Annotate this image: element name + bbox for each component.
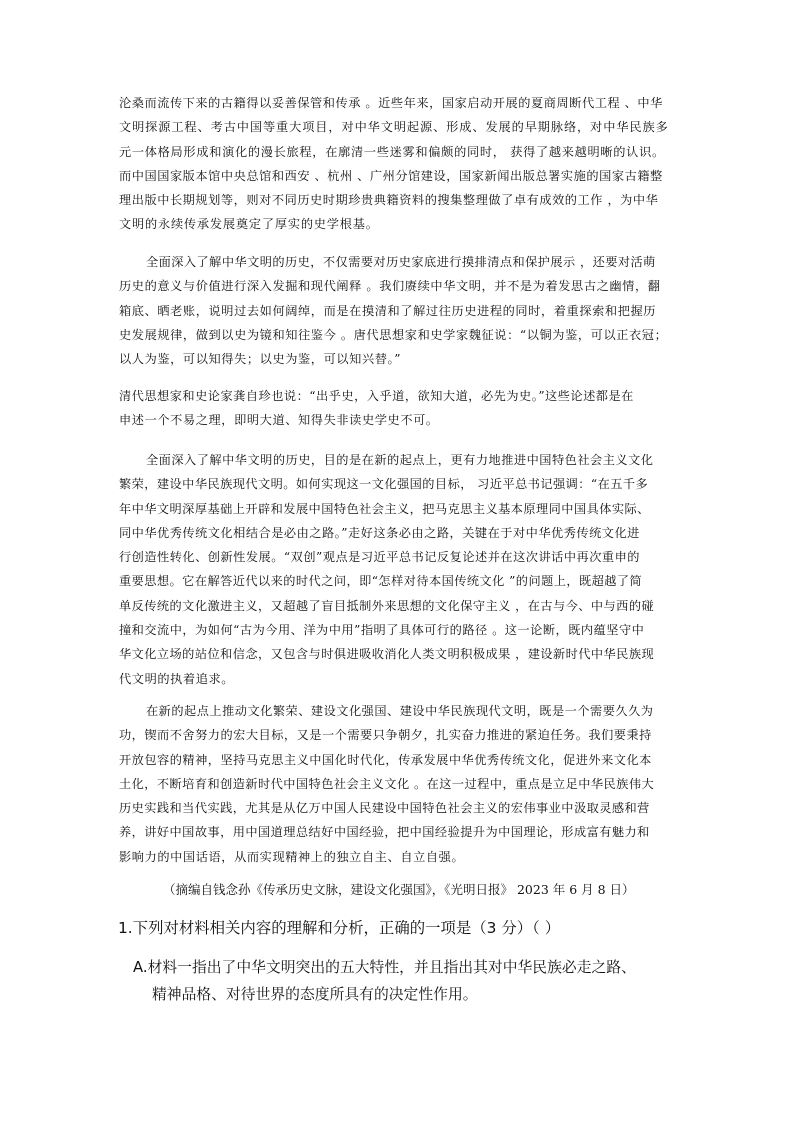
- text-line: 以人为鉴，可以知得失；以史为鉴，可以知兴替。”: [119, 352, 402, 367]
- text-line: 影响力的中国话语，从而实现精神上的独立自主、自立自强。: [119, 849, 465, 864]
- question-1-option-a[interactable]: [133, 954, 636, 1008]
- text-line: 在新的起点上推动文化繁荣、建设文化强国、建设中华民族现代文明，既是一个需要久久为: [146, 704, 654, 718]
- article-paragraph-4: [119, 448, 678, 691]
- text-line: 清代思想家和史论家龚自珍也说：“出乎史，入乎道，欲知大道，必先为史。”这些论述都是在: [119, 389, 634, 403]
- text-line: 年中华文明深厚基础上开辟和发展中国特色社会主义，把马克思主义基本原理同中国具体实际、: [119, 501, 650, 516]
- text-line: 历史实践和当代实践，尤其是从亿万中国人民建设中国特色社会主义的宏伟事业中汲取灵感和营: [119, 801, 650, 816]
- text-line: 元一体格局形成和演化的漫长旅程，在廓清一些迷雾和偏颇的同时， 获得了越来越明晰的认识。: [119, 144, 665, 159]
- text-line: 土化，不断培育和创造新时代中国特色社会主义文化 。在这一过程中，重点是立足中华民族伟大: [119, 776, 655, 791]
- text-line: 行创造性转化、创新性发展。“双创”观点是习近平总书记反复论述并在这次讲话中再次重申的: [119, 550, 640, 565]
- text-line: 代文明的执着追求。: [119, 671, 235, 686]
- text-line: 申述一个不易之理，即明大道、知得失非读史学史不可。: [119, 413, 439, 428]
- text-line: 理出版中长期规划等，则对不同历史时期珍贵典籍资料的搜集整理做了卓有成效的工作 ，为中华: [119, 193, 659, 208]
- text-line: 重要思想。它在解答近代以来的时代之问，即“怎样对待本国传统文化 ”的问题上，既超越了简: [119, 574, 643, 589]
- option-a-line: 精神品格、对待世界的态度所具有的决定性作用。: [152, 986, 478, 1003]
- text-line: 开放包容的精神，坚持马克思主义中国化时代化，传承发展中华优秀传统文化，促进外来文化本: [119, 752, 652, 767]
- text-line: 单反传统的文化激进主义，又超越了盲目抵制外来思想的文化保守主义 ，在古与今、中与西的碰: [119, 598, 655, 613]
- text-line: 沦桑而流传下来的古籍得以妥善保管和传承 。近些年来，国家启动开展的夏商周断代工程 、中华: [119, 96, 663, 110]
- text-line: 同中华优秀传统文化相结合是必由之路。”走好这条必由之路，关键在于对中华优秀传统文化进: [119, 525, 640, 540]
- text-line: 全面深入了解中华文明的历史，目的是在新的起点上，更有力地推进中国特色社会主义文化: [146, 453, 654, 467]
- question-1-stem: 1.下列对材料相关内容的理解和分析，正确的一项是（3 分）（ ）: [118, 919, 561, 937]
- source-citation: （摘编自钱念孙《传承历史文脉，建设文化强国》，《光明日报》 2023 年 6 月 8 日）: [163, 882, 635, 897]
- text-line: 功，锲而不舍努力的宏大目标，又是一个需要只争朝夕，扎实奋力推进的紧迫任务。我们要秉持: [119, 728, 652, 743]
- text-line: 繁荣，建设中华民族现代文明。如何实现这一文化强国的目标， 习近平总书记强调：“在五千多: [119, 477, 649, 492]
- article-paragraph-5: [119, 699, 678, 869]
- text-line: 而中国国家版本馆中央总馆和西安 、杭州 、广州分馆建设，国家新闻出版总署实施的国家古籍整: [119, 168, 663, 183]
- text-line: 养，讲好中国故事，用中国道理总结好中国经验，把中国经验提升为中国理论，形成富有魅力和: [119, 825, 650, 840]
- text-line: 华文化立场的站位和信念，又包含与时俱进吸收消化人类文明积极成果 ，建设新时代中华民族现: [119, 647, 655, 662]
- text-line: 箱底、晒老账，说明过去如何阔绰，而是在摸清和了解过往历史进程的同时，着重探索和把握历: [119, 303, 657, 318]
- article-paragraph-1: [119, 91, 679, 237]
- text-line: 文明的永续传承发展奠定了厚实的史学根基。: [119, 217, 379, 232]
- text-line: 全面深入了解中华文明的历史，不仅需要对历史家底进行摸排清点和保护展示 ，还要对活萌: [146, 255, 656, 269]
- article-paragraph-3: [119, 384, 679, 433]
- article-paragraph-2: [119, 250, 678, 371]
- text-line: 史发展规律，做到以史为镜和知往鉴今 。唐代思想家和史学家魏征说：“以铜为鉴，可以正衣冠；: [119, 327, 668, 342]
- text-line: 文明探源工程、考古中国等重大项目，对中华文明起源、形成、发展的早期脉络，对中华民族多: [119, 120, 669, 135]
- option-a-line: A.材料一指出了中华文明突出的五大特性，并且指出其对中华民族必走之路、: [133, 959, 636, 976]
- text-line: 撞和交流中，为如何“古为今用、洋为中用”指明了具体可行的路径 。这一论断，既内蕴坚守中: [119, 623, 645, 638]
- text-line: 历史的意义与价值进行深入发掘和现代阐释 。我们赓续中华文明，并不是为着发思古之幽情，翻: [119, 279, 661, 294]
